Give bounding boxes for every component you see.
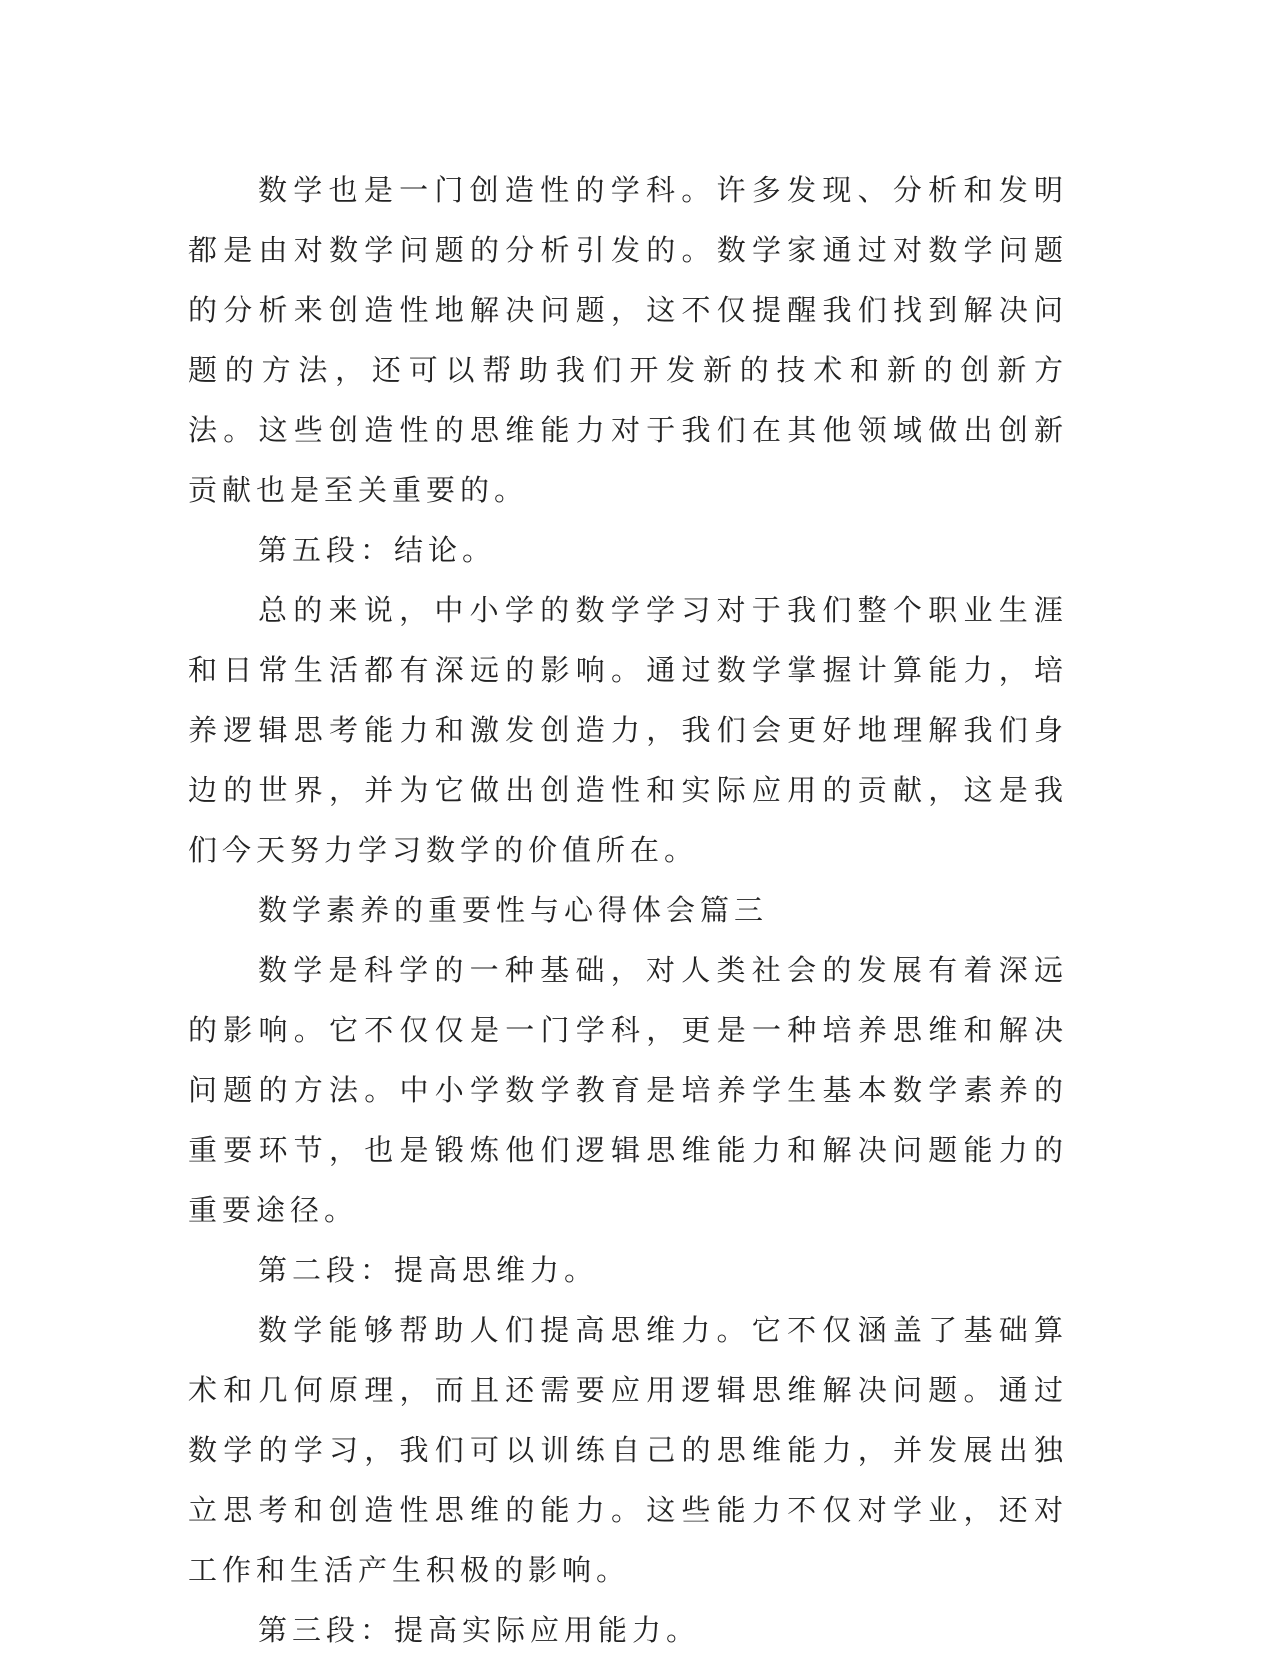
section-heading-conclusion: 第五段：结论。 [258, 533, 497, 567]
paragraph-introduction: 数学是科学的一种基础，对人类社会的发展有着深远的影响。它不仅仅是一门学科，更是一种培养思维和解决问题的方法。中小学数学教育是培养学生基本数学素养的重要环节，也是锻炼他们逻辑思维能力和解决问题能力的重要途径。 [188, 953, 1068, 1227]
paragraph-creativity: 数学也是一门创造性的学科。许多发现、分析和发明都是由对数学问题的分析引发的。数学家通过对数学问题的分析来创造性地解决问题，这不仅提醒我们找到解决问题的方法，还可以帮助我们开发新的技术和新的创新方法。这些创造性的思维能力对于我们在其他领域做出创新贡献也是至关重要的。 [188, 173, 1068, 507]
section-heading-application: 第三段：提高实际应用能力。 [258, 1613, 701, 1647]
document-body [188, 160, 1068, 1660]
article-title-part-three: 数学素养的重要性与心得体会篇三 [258, 893, 769, 927]
paragraph-conclusion: 总的来说，中小学的数学学习对于我们整个职业生涯和日常生活都有深远的影响。通过数学掌握计算能力，培养逻辑思考能力和激发创造力，我们会更好地理解我们身边的世界，并为它做出创造性和实际应用的贡献，这是我们今天努力学习数学的价值所在。 [188, 593, 1068, 867]
paragraph-thinking: 数学能够帮助人们提高思维力。它不仅涵盖了基础算术和几何原理，而且还需要应用逻辑思维解决问题。通过数学的学习，我们可以训练自己的思维能力，并发展出独立思考和创造性思维的能力。这些能力不仅对学业，还对工作和生活产生积极的影响。 [188, 1313, 1068, 1587]
section-heading-thinking: 第二段：提高思维力。 [258, 1253, 599, 1287]
